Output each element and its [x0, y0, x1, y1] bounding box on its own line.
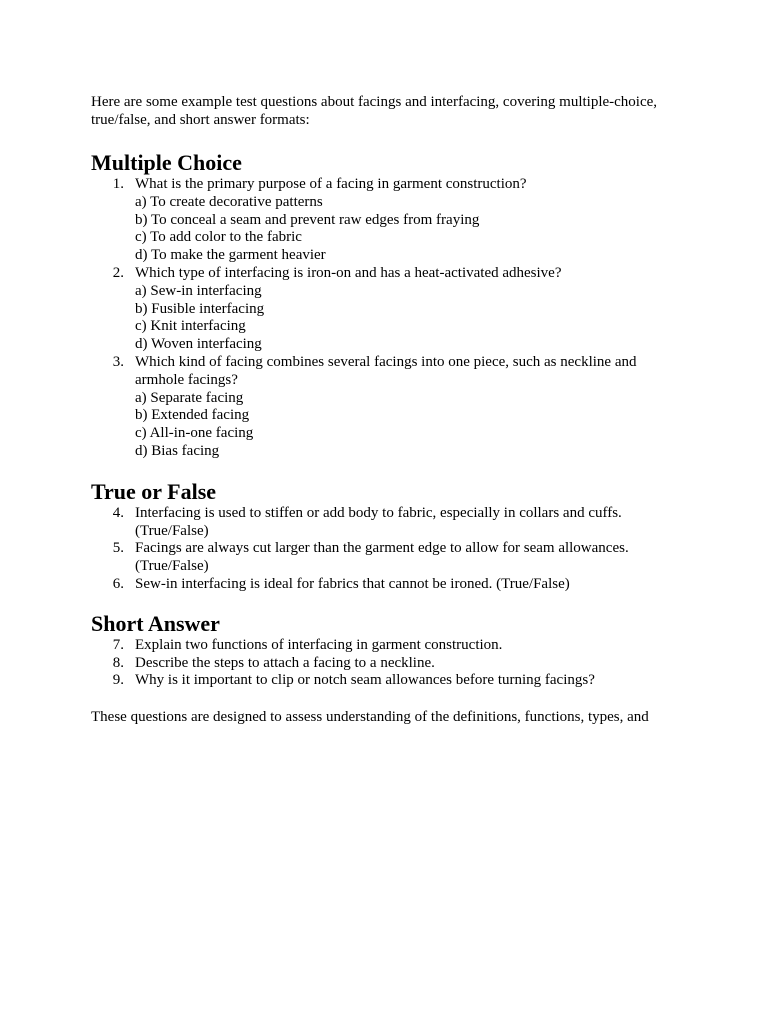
short-answer-list [91, 637, 671, 690]
answer-option: a) Separate facing [135, 389, 244, 406]
question-text: Describe the steps to attach a facing to a neckline. [135, 654, 435, 671]
question-text: Facings are always cut larger than the garment edge to allow for seam allowances. (True/False) [135, 540, 629, 575]
question-text: Explain two functions of interfacing in garment construction. [135, 636, 503, 653]
answer-option: a) Sew-in interfacing [135, 282, 262, 299]
document-page [91, 93, 671, 726]
answer-option: c) All-in-one facing [135, 425, 254, 442]
question-text: What is the primary purpose of a facing in garment construction? [135, 176, 527, 192]
question-item [91, 576, 671, 594]
question-item [91, 354, 671, 461]
question-number: 9. [112, 672, 124, 689]
intro-paragraph: Here are some example test questions about facings and interfacing, covering multiple-choice, true/false, and short answer formats: [91, 94, 658, 128]
multiple-choice-heading: Multiple Choice [91, 150, 242, 175]
answer-option: d) Bias facing [135, 442, 220, 459]
answer-option: d) To make the garment heavier [135, 247, 326, 264]
answer-option: b) To conceal a seam and prevent raw edges from fraying [135, 211, 480, 228]
true-false-heading: True or False [91, 478, 217, 504]
true-false-list [91, 505, 671, 594]
question-text: Which type of interfacing is iron-on and has a heat-activated adhesive? [135, 264, 562, 281]
question-number: 7. [112, 636, 124, 653]
question-number: 1. [112, 176, 124, 192]
answer-option: b) Extended facing [135, 407, 250, 424]
short-answer-heading: Short Answer [91, 610, 220, 636]
question-item [91, 540, 671, 576]
answer-option: a) To create decorative patterns [135, 193, 323, 210]
question-number: 2. [112, 264, 124, 281]
question-item [91, 655, 671, 673]
question-item [91, 672, 671, 690]
multiple-choice-list [91, 176, 671, 461]
closing-paragraph: These questions are designed to assess understanding of the definitions, functions, types, and [91, 709, 649, 726]
question-number: 6. [112, 575, 124, 592]
question-number: 8. [112, 654, 124, 671]
question-number: 5. [112, 540, 124, 557]
question-text: Sew-in interfacing is ideal for fabrics that cannot be ironed. (True/False) [135, 575, 570, 592]
question-number: 3. [112, 353, 124, 370]
question-text: Which kind of facing combines several facings into one piece, such as neckline and armhole facings? [135, 353, 637, 388]
question-text: Why is it important to clip or notch seam allowances before turning facings? [135, 672, 595, 689]
question-item [91, 505, 671, 541]
question-item [91, 265, 671, 354]
question-number: 4. [112, 504, 124, 521]
answer-option: b) Fusible interfacing [135, 300, 265, 317]
answer-option: c) To add color to the fabric [135, 229, 302, 246]
question-item [91, 637, 671, 655]
answer-option: d) Woven interfacing [135, 336, 262, 353]
question-text: Interfacing is used to stiffen or add body to fabric, especially in collars and cuffs. (True/False) [135, 504, 622, 539]
answer-option: c) Knit interfacing [135, 318, 246, 335]
question-item [91, 176, 671, 265]
